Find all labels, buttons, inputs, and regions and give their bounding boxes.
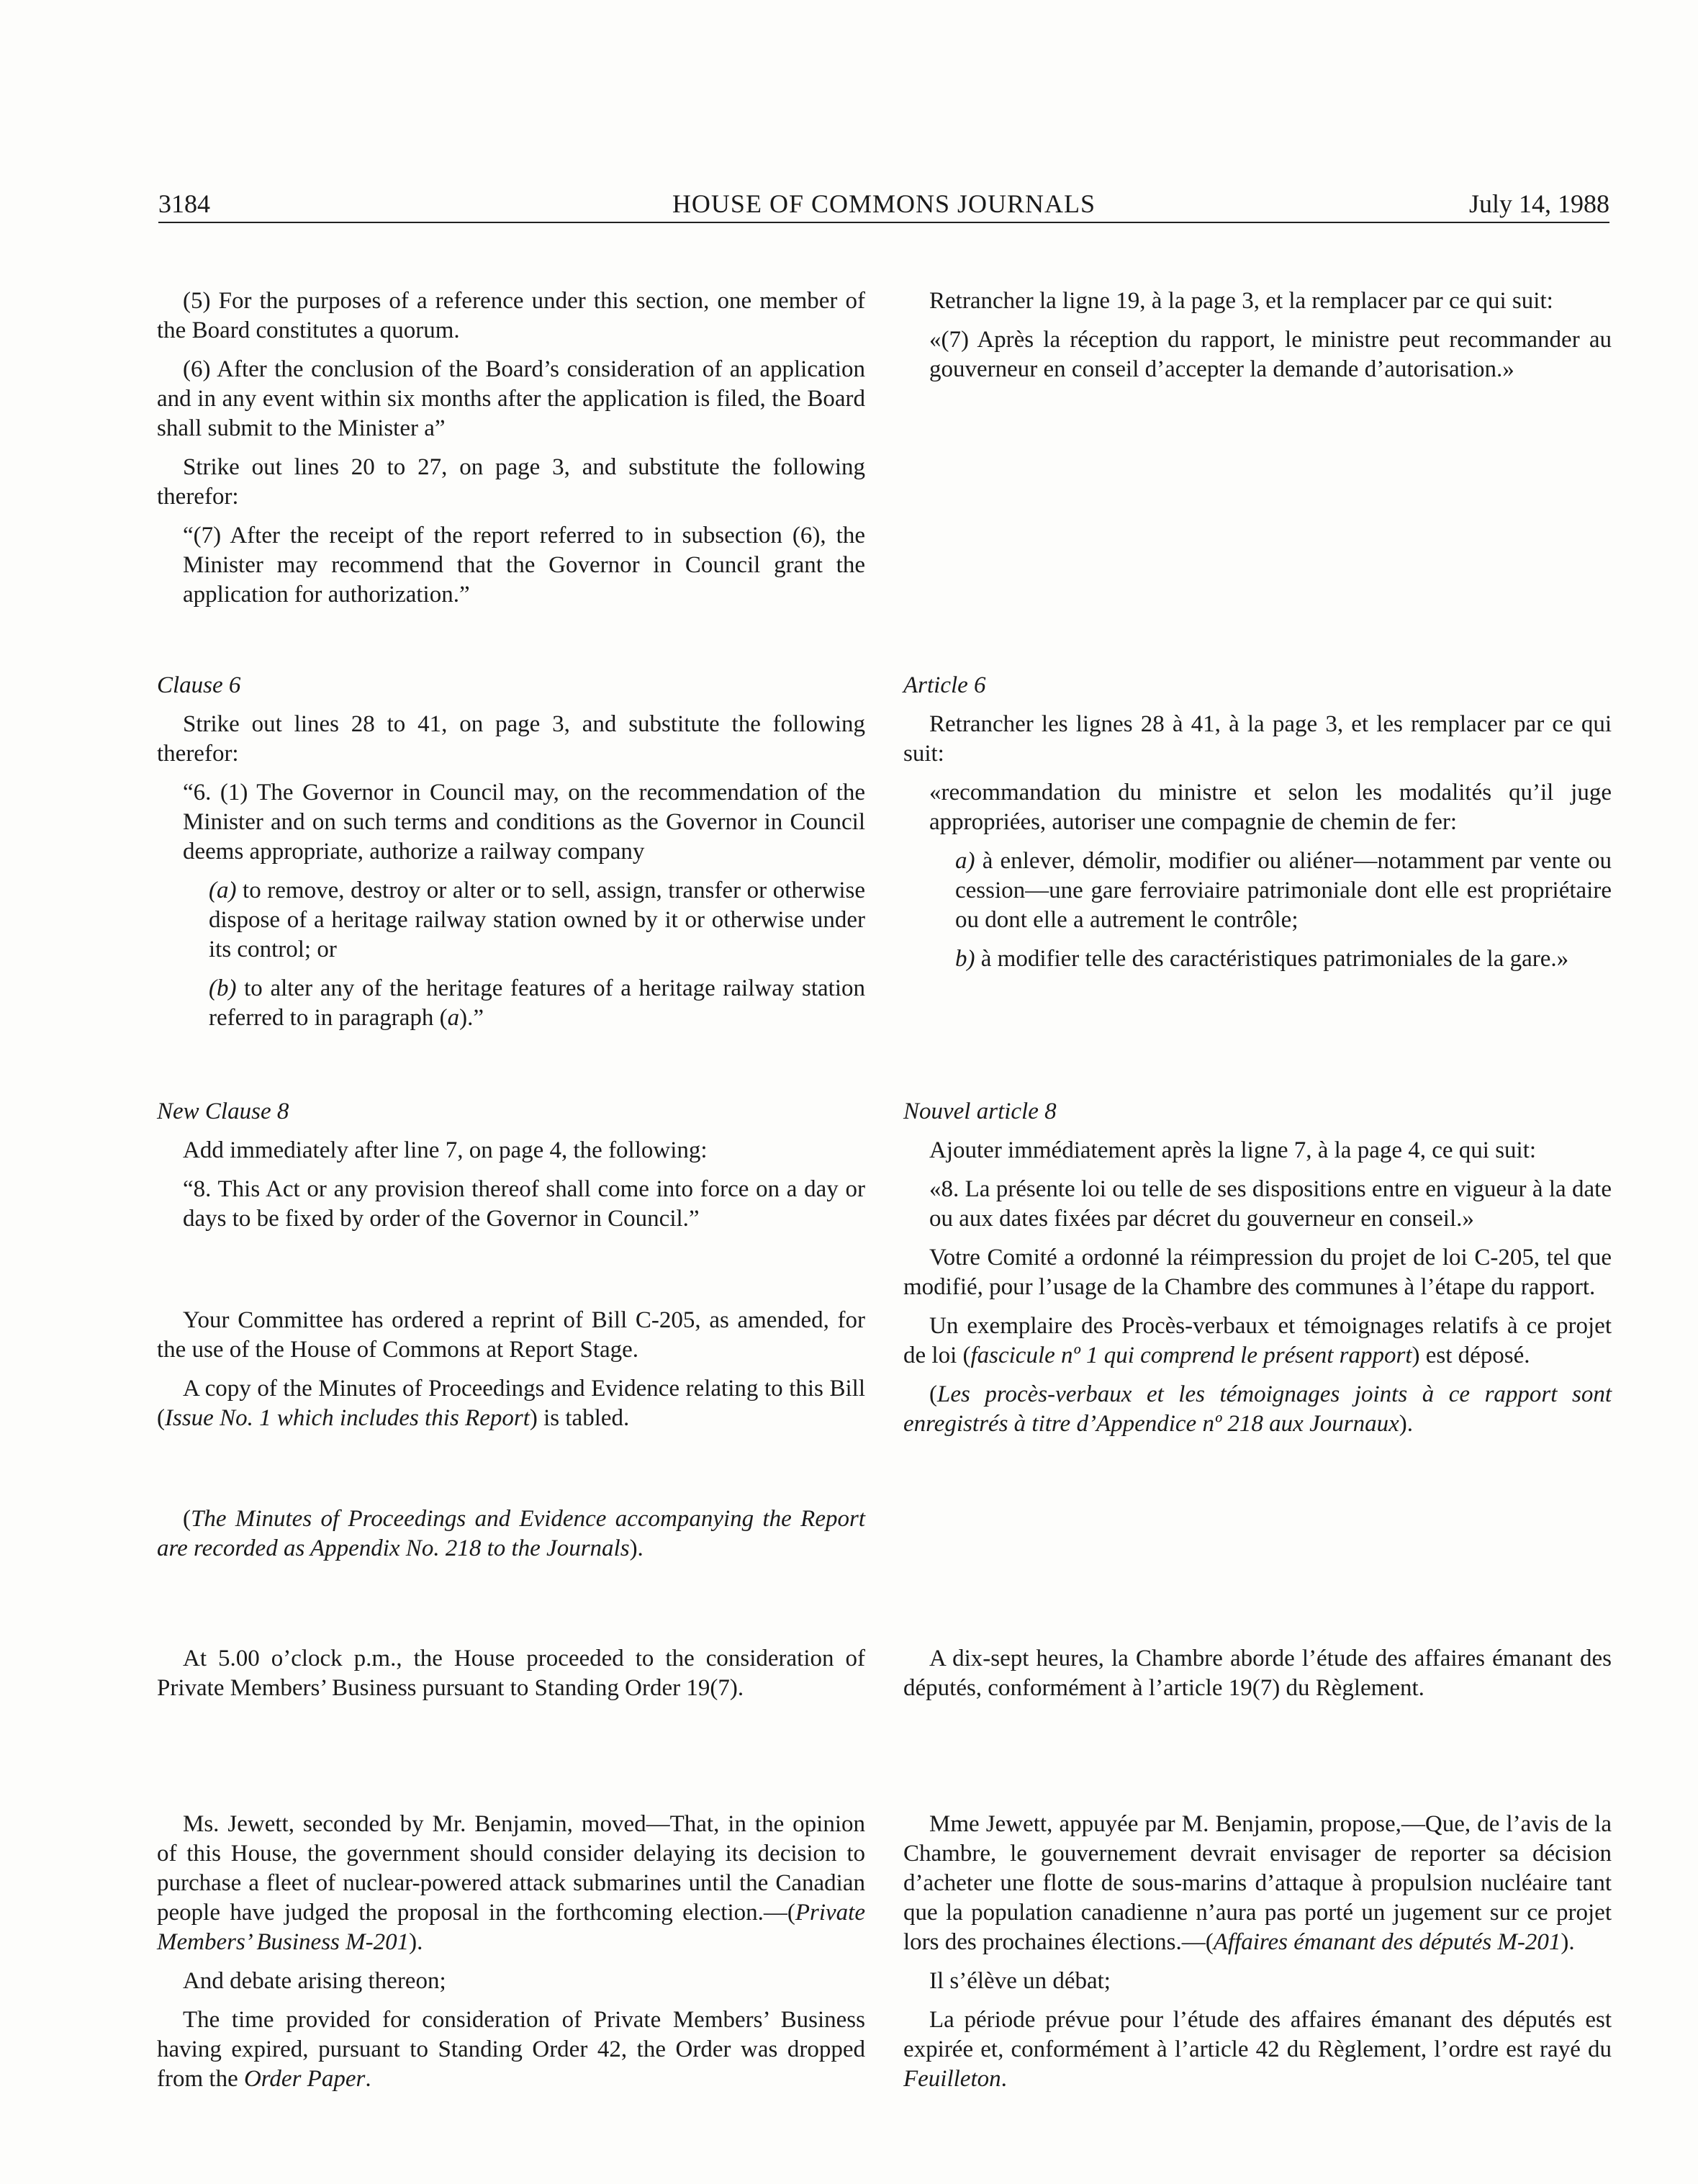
en-private-members-business: At 5.00 o’clock p.m., the House proceeded to the consideration of Private Members’ Business pursuant to Standing Order 19(7).	[157, 1646, 865, 1701]
fr-motion-end: ).	[1561, 1929, 1575, 1955]
en-reprint-order: Your Committee has ordered a reprint of Bill C-205, as amended, for the use of the House of Commons at Report Stage.	[157, 1307, 865, 1363]
french-block-article6	[903, 671, 1612, 983]
en-appendix-open: (	[183, 1506, 191, 1532]
en-copy-tabled-end: ) is tabled.	[529, 1405, 630, 1431]
fr-copy-tabled-start: Un exemplaire des Procès-verbaux et témoignages relatifs à ce projet de loi (	[903, 1313, 1612, 1368]
fr-copy-tabled	[903, 1312, 1612, 1371]
french-block-article8	[903, 1097, 1612, 1448]
en-strike-lines-20-27: Strike out lines 20 to 27, on page 3, and substitute the following therefor:	[157, 454, 865, 510]
page-header	[158, 186, 1609, 223]
fr-paragraph-b-text: à modifier telle des caractéristiques patrimoniales de la gare.»	[975, 946, 1569, 972]
en-motion-end: ).	[409, 1929, 423, 1955]
fr-copy-tabled-issue: fascicule nº 1 qui comprend le présent rapport	[970, 1343, 1412, 1368]
en-paragraph-b-end: ).”	[459, 1005, 484, 1031]
french-block-motion	[903, 1810, 1612, 2103]
fr-article-8-quote: «8. La présente loi ou telle de ses dispositions entre en vigueur à la date ou aux dates fixées par décret du gouverneur en conseil.»	[929, 1176, 1612, 1232]
english-block-motion	[157, 1810, 865, 2103]
french-block-pmb	[903, 1644, 1612, 1713]
fr-motion-m201	[903, 1810, 1612, 1957]
english-block-pmb	[157, 1644, 865, 1713]
fr-copy-tabled-end: ) est déposé.	[1412, 1343, 1530, 1368]
en-order-dropped-text: The time provided for consideration of Private Members’ Business having expired, pursuant to Standing Order 42, the Order was dropped from the	[157, 2007, 865, 2092]
en-copy-tabled	[157, 1374, 865, 1433]
en-subsection-6: (6) After the conclusion of the Board’s consideration of an application and in any event within six months after the application is filed, the Board shall submit to the Minister a”	[157, 356, 865, 441]
en-new-clause-8-heading: New Clause 8	[157, 1098, 289, 1124]
journal-title: HOUSE OF COMMONS JOURNALS	[672, 189, 1096, 218]
fr-ordre-raye-text: La période prévue pour l’étude des affaires émanant des députés est expirée et, conformément à l’article 42 du Règlement, l’ordre est rayé du	[903, 2007, 1612, 2062]
fr-appendix-close: ).	[1399, 1411, 1413, 1437]
fr-add-after-line-7: Ajouter immédiatement après la ligne 7, à la page 4, ce qui suit:	[929, 1137, 1537, 1163]
fr-paragraph-a	[903, 847, 1612, 935]
page-number: 3184	[158, 189, 210, 218]
fr-nouvel-article-8-heading: Nouvel article 8	[903, 1098, 1057, 1124]
fr-paragraph-b-label: b)	[955, 946, 975, 972]
fr-motion-text: Mme Jewett, appuyée par M. Benjamin, propose,—Que, de l’avis de la Chambre, le gouvernement devrait envisager de reporter sa décision d’acheter une flotte de sous-marins d’attaque à propulsion nucléaire tant que la population canadienne n’aura pas porté un jugement sur ce projet lors des prochaines élections.—(	[903, 1811, 1612, 1955]
en-paragraph-b-label: (b)	[209, 975, 237, 1001]
en-order-dropped	[157, 2005, 865, 2094]
fr-feuilleton: Feuilleton	[903, 2066, 1001, 2092]
english-block-1	[157, 286, 865, 619]
en-order-dropped-end: .	[365, 2066, 371, 2092]
fr-article-6-heading: Article 6	[903, 672, 986, 698]
en-motion-text: Ms. Jewett, seconded by Mr. Benjamin, moved—That, in the opinion of this House, the government should consider delaying its decision to purchase a fleet of nuclear-powered attack submarines until the Canadian people have judged the proposal in the forthcoming election.—(	[157, 1811, 865, 1926]
en-copy-tabled-issue: Issue No. 1 which includes this Report	[165, 1405, 530, 1431]
french-block-1	[903, 286, 1612, 394]
en-copy-tabled-start: A copy of the Minutes of Proceedings and Evidence relating to this Bill (	[157, 1376, 865, 1431]
fr-paragraph-b	[903, 944, 1612, 974]
en-clause-8-quote: “8. This Act or any provision thereof shall come into force on a day or days to be fixed by order of the Governor in Council.”	[183, 1176, 865, 1232]
english-block-reprint	[157, 1306, 865, 1443]
en-paragraph-b-text: to alter any of the heritage features of a heritage railway station referred to in paragraph (	[209, 975, 865, 1031]
fr-debat: Il s’élève un débat;	[929, 1968, 1111, 1994]
fr-appendix-text: Les procès-verbaux et les témoignages joints à ce rapport sont enregistrés à titre d’Appendice nº 218 aux Journaux	[903, 1381, 1612, 1437]
fr-article-6-quote: «recommandation du ministre et selon les modalités qu’il juge appropriées, autoriser une compagnie de chemin de fer:	[929, 780, 1612, 835]
en-add-after-line-7: Add immediately after line 7, on page 4, the following:	[183, 1137, 708, 1163]
fr-strike-line-19: Retrancher la ligne 19, à la page 3, et la remplacer par ce qui suit:	[929, 288, 1553, 314]
fr-reprint-order: Votre Comité a ordonné la réimpression du projet de loi C-205, tel que modifié, pour l’usage de la Chambre des communes à l’étape du rapport.	[903, 1245, 1612, 1300]
en-subsection-5: (5) For the purposes of a reference under this section, one member of the Board constitutes a quorum.	[157, 288, 865, 343]
en-debate-arising: And debate arising thereon;	[183, 1968, 446, 1994]
en-motion-ref: Private Members’ Business M-201	[157, 1900, 865, 1955]
en-order-paper: Order Paper	[243, 2066, 366, 2092]
en-appendix-note	[157, 1504, 865, 1563]
fr-affaires-deputes: A dix-sept heures, la Chambre aborde l’étude des affaires émanant des députés, conformément à l’article 19(7) du Règlement.	[903, 1646, 1612, 1701]
en-paragraph-b-ref: a	[447, 1005, 460, 1031]
fr-paragraph-a-text: à enlever, démolir, modifier ou aliéner—notamment par vente ou cession—une gare ferroviaire patrimoniale dont elle est propriétaire ou dont elle a autrement le contrôle;	[955, 848, 1612, 933]
fr-motion-ref: Affaires émanant des députés M-201	[1213, 1929, 1561, 1955]
en-appendix-close: ).	[629, 1535, 643, 1561]
en-clause-6-quote: “6. (1) The Governor in Council may, on the recommendation of the Minister and on such terms and conditions as the Governor in Council deems appropriate, authorize a railway company	[183, 780, 865, 865]
page-date: July 14, 1988	[1468, 189, 1609, 218]
english-block-appendix	[157, 1504, 865, 1573]
fr-paragraph-a-label: a)	[955, 848, 975, 874]
en-strike-lines-28-41: Strike out lines 28 to 41, on page 3, and substitute the following therefor:	[157, 711, 865, 767]
en-paragraph-a-text: to remove, destroy or alter or to sell, assign, transfer or otherwise dispose of a heritage railway station owned by it or otherwise under its control; or	[209, 877, 865, 962]
fr-appendix-note	[903, 1380, 1612, 1439]
en-paragraph-a-label: (a)	[209, 877, 237, 903]
english-block-clause6	[157, 671, 865, 1042]
en-paragraph-a	[157, 876, 865, 965]
fr-ordre-raye-end: .	[1001, 2066, 1007, 2092]
fr-ordre-raye	[903, 2005, 1612, 2094]
en-paragraph-b	[157, 974, 865, 1033]
en-motion-m201	[157, 1810, 865, 1957]
fr-subsection-7-quote: «(7) Après la réception du rapport, le ministre peut recommander au gouverneur en conseil d’accepter la demande d’autorisation.»	[929, 327, 1612, 382]
en-subsection-7-quote: “(7) After the receipt of the report referred to in subsection (6), the Minister may recommend that the Governor in Council grant the application for authorization.”	[183, 523, 865, 608]
en-appendix-text: The Minutes of Proceedings and Evidence accompanying the Report are recorded as Appendix No. 218 to the Journals	[157, 1506, 865, 1561]
english-block-clause8	[157, 1097, 865, 1243]
en-clause-6-heading: Clause 6	[157, 672, 241, 698]
fr-appendix-open: (	[929, 1381, 937, 1407]
fr-strike-lines-28-41: Retrancher les lignes 28 à 41, à la page 3, et les remplacer par ce qui suit:	[903, 711, 1612, 767]
